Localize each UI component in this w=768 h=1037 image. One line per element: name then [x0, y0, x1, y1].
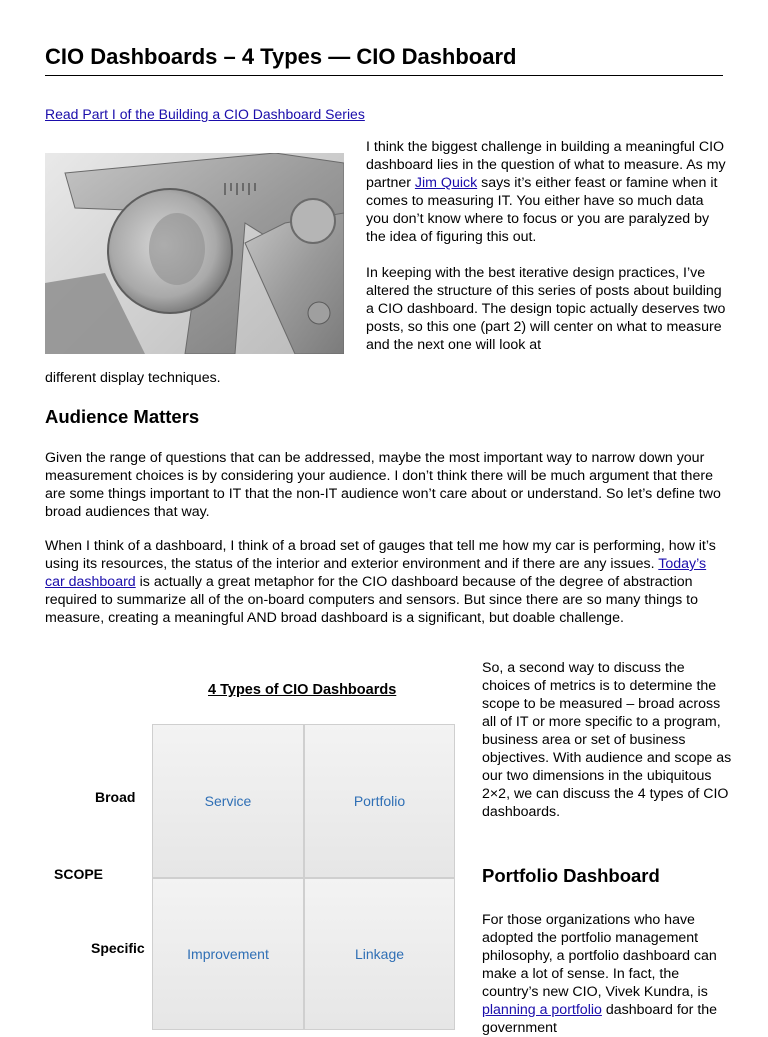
quadrant-improvement-label: Improvement [187, 946, 269, 962]
series-part-one-link[interactable]: Read Part I of the Building a CIO Dashboard Series [45, 106, 365, 122]
scope-paragraph: So, a second way to discuss the choices of metrics is to determine the scope to be measured – broad across all of IT or more specific to a program, business area or set of business objectives. With audience and scope as our two dimensions in the ubiquitous 2×2, we can discuss the 4 types of CIO dashboards. [482, 660, 732, 820]
audience-paragraph-2 [45, 537, 725, 627]
caliper-coin-photo [45, 153, 344, 354]
intro-paragraph-2: In keeping with the best iterative design practices, I’ve altered the structure of this series of posts about building a CIO dashboard. The design topic actually deserves two posts, so this one (part 2) will center on what to measure and the next one will look at [366, 265, 726, 353]
page-title: CIO Dashboards – 4 Types — CIO Dashboard [45, 44, 517, 69]
row-label-specific: Specific [91, 940, 145, 956]
portfolio-text-b: dashboard for the government [482, 1002, 718, 1036]
audience-paragraph-1: Given the range of questions that can be addressed, maybe the most important way to narrow down your measurement choices is by considering your audience. I don’t think there will be much argument that there are some things important to IT that the non-IT audience won’t care about or understand. So let’s define two broad audiences that way. [45, 450, 721, 520]
intro-p1-text-a: I think the biggest challenge in building a meaningful CIO dashboard lies in the question of what to measure. As my partner [366, 139, 726, 191]
caliper-illustration [45, 153, 344, 354]
planning-portfolio-link[interactable]: planning a portfolio [482, 1002, 602, 1018]
portfolio-paragraph [482, 911, 732, 1037]
four-types-figure [45, 670, 465, 1024]
audience-matters-heading: Audience Matters [45, 406, 200, 427]
axis-label-scope: SCOPE [54, 866, 104, 882]
audience-p2-text-b: is actually a great metaphor for the CIO dashboard because of the degree of abstraction required to summarize all of the on-board computers and sensors. But since there are so many things to measure, creating a meaningful AND broad dashboard is a significant, but doable challenge. [45, 574, 698, 626]
figure-title: 4 Types of CIO Dashboards [208, 682, 397, 698]
intro-paragraph-1 [366, 138, 726, 246]
row-label-broad: Broad [95, 789, 136, 805]
audience-p2-text-a: When I think of a dashboard, I think of a broad set of gauges that tell me how my car is performing, how it’s using its resources, the status of the interior and exterior environment and if there are any issues. [45, 538, 716, 572]
intro-paragraph-2-tail: different display techniques. [45, 370, 221, 386]
quadrant-portfolio [304, 724, 455, 878]
portfolio-text-a: For those organizations who have adopted the portfolio management philosophy, a portfolio dashboard can make a lot of sense. In fact, the country’s new CIO, Vivek Kundra, is [482, 912, 717, 1000]
quadrant-linkage [304, 878, 455, 1030]
car-dashboard-link[interactable]: Today’s car dashboard [45, 556, 707, 590]
quadrant-service [152, 724, 304, 878]
portfolio-dashboard-heading: Portfolio Dashboard [482, 865, 660, 886]
title-divider [45, 75, 723, 76]
quadrant-service-label: Service [204, 793, 252, 809]
quadrant-linkage-label: Linkage [354, 946, 405, 962]
quadrant-portfolio-label: Portfolio [353, 793, 406, 809]
quadrant-improvement [152, 878, 304, 1030]
jim-quick-link[interactable]: Jim Quick [414, 175, 478, 191]
intro-column [366, 138, 726, 354]
intro-p1-text-b: says it’s either feast or famine when it comes to measuring IT. You either have so much data you don’t know where to focus or you are paralyzed by the idea of figuring this out. [366, 175, 718, 245]
